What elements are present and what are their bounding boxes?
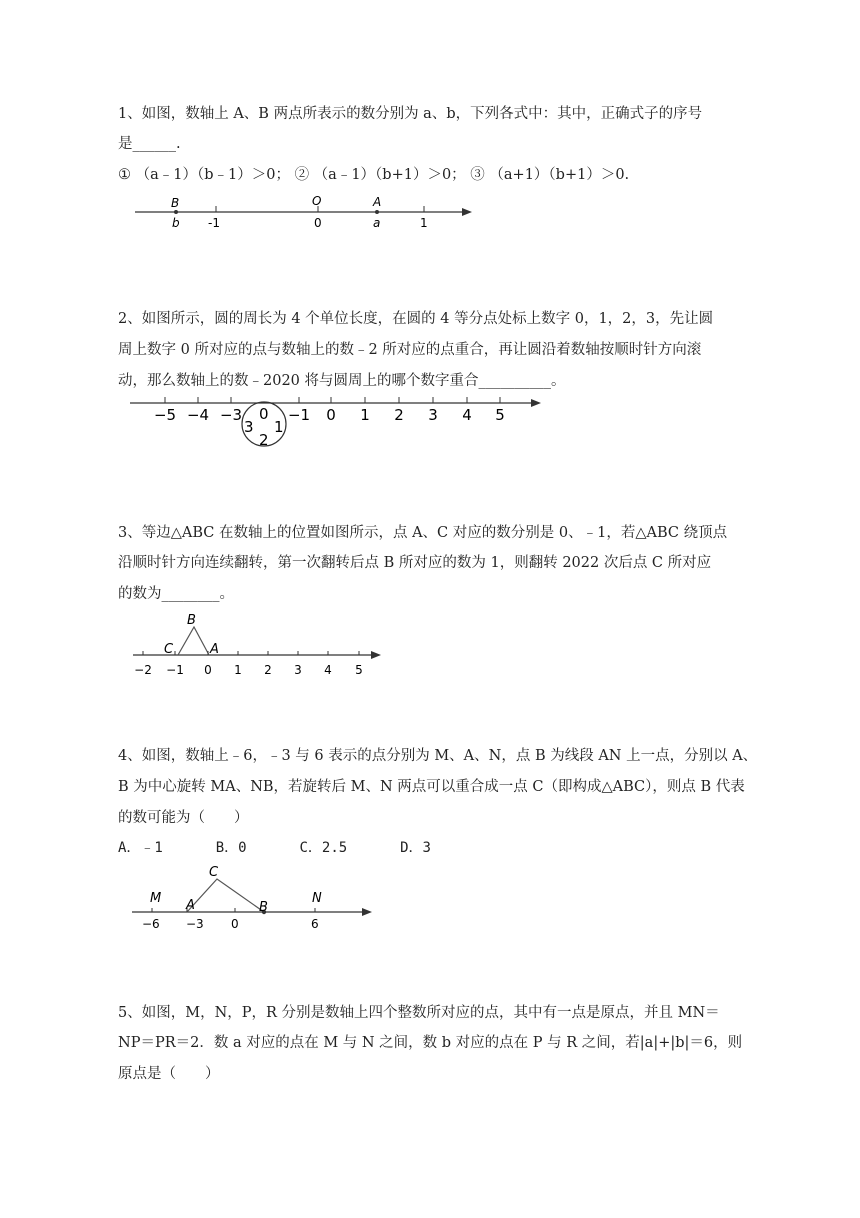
q2-tick-label-1: −4: [186, 406, 210, 424]
q3-tick-label-6: 4: [324, 663, 332, 677]
q4-label-A: A: [186, 898, 195, 913]
q4-rotation-figure: [128, 862, 388, 934]
q4-option-c: C．2.5: [299, 840, 348, 856]
q1-tick-neg1: -1: [208, 216, 220, 230]
q3-tick-label-1: −1: [166, 663, 184, 677]
q2-line2: 周上数字 0 所对应的点与数轴上的数﹣2 所对应的点重合，再让圆沿着数轴按顺时针方向滚: [118, 342, 702, 358]
q3-label-B: B: [187, 613, 196, 628]
q4-tick-neg3: −3: [186, 917, 204, 931]
q3-label-A: A: [210, 642, 219, 657]
q4-triangle: [187, 879, 264, 912]
q1-label-a: a: [373, 216, 381, 230]
q4-tick-0: 0: [231, 917, 239, 931]
q1-label-A: A: [373, 195, 382, 209]
q4-tick-6: 6: [311, 917, 319, 931]
q1-point-b: [174, 210, 178, 214]
q2-tick-label-2: −3: [219, 406, 243, 424]
q3-line2: 沿顺时针方向连续翻转，第一次翻转后点 B 所对应的数为 1，则翻转 2022 次后点 C 所对应: [118, 555, 712, 571]
q2-tick-label-8: 4: [462, 406, 472, 424]
q3-tick-label-7: 5: [355, 663, 363, 677]
q4-label-C: C: [209, 865, 219, 880]
q2-circle-label-2: 2: [259, 431, 269, 449]
q3-tick-label-3: 1: [234, 663, 242, 677]
q2-circle-label-3: 3: [244, 418, 254, 436]
q4-label-M: M: [150, 891, 162, 906]
q3-triangle-figure: [128, 610, 388, 680]
q4-axis-arrow: [362, 908, 372, 916]
q3-tick-label-5: 3: [294, 663, 302, 677]
q3-tick-label-2: 0: [204, 663, 212, 677]
q2-tick-label-6: 2: [394, 406, 404, 424]
q3-label-C: C: [164, 642, 174, 657]
q2-line1: 2、如图所示，圆的周长为 4 个单位长度，在圆的 4 等分点处标上数字 0，1，2，3，先让圆: [118, 311, 714, 327]
q5-line3: 原点是（ ）: [118, 1066, 220, 1082]
q4-option-d: D．3: [400, 840, 431, 856]
q1-axis-arrow: [462, 208, 472, 216]
q4-label-B: B: [259, 900, 268, 915]
q1-label-O: O: [312, 194, 322, 208]
q2-line3: 动，那么数轴上的数﹣2020 将与圆周上的哪个数字重合__________。: [118, 373, 566, 389]
q2-tick-label-0: −5: [153, 406, 177, 424]
q1-tick-0: 0: [314, 216, 322, 230]
q1-point-a: [375, 210, 379, 214]
q4-line1: 4、如图，数轴上﹣6，﹣3 与 6 表示的点分别为 M、A、N，点 B 为线段 AN 上一点，分别以 A、: [118, 748, 758, 764]
q2-circle-label-1: 1: [274, 418, 284, 436]
q2-axis-arrow: [531, 399, 541, 407]
q1-number-line-figure: [130, 190, 480, 235]
q1-label-b: b: [172, 216, 180, 230]
q3-tick-label-4: 2: [264, 663, 272, 677]
q4-options: [118, 838, 758, 858]
q2-tick-label-3: −1: [287, 406, 311, 424]
q4-tick-neg6: −6: [142, 917, 160, 931]
q2-tick-label-9: 5: [495, 406, 505, 424]
q1-tick-1: 1: [420, 216, 428, 230]
q3-axis-arrow: [371, 651, 381, 659]
q2-tick-label-5: 1: [360, 406, 370, 424]
q4-label-N: N: [312, 891, 322, 906]
q3-triangle: [178, 627, 209, 655]
q2-rolling-circle-figure: [128, 393, 548, 453]
q2-circle-label-0: 0: [259, 405, 269, 423]
q1-line1: 1、如图，数轴上 A、B 两点所表示的数分别为 a、b，下列各式中：其中，正确式子的序号: [118, 106, 703, 122]
q1-line3: ① （a﹣1）（b﹣1）＞0； ② （a﹣1）（b+1）＞0； ③ （a+1）（b+1）＞0.: [118, 167, 630, 183]
q5-line1: 5、如图，M，N，P，R 分别是数轴上四个整数所对应的点，其中有一点是原点，并且 MN＝: [118, 1005, 720, 1021]
q4-option-a: A．﹣1: [118, 840, 163, 856]
q3-line3: 的数为________。: [118, 586, 234, 602]
q2-tick-label-4: 0: [326, 406, 336, 424]
q4-line2: B 为中心旋转 MA、NB，若旋转后 M、N 两点可以重合成一点 C（即构成△ABC），则点 B 代表: [118, 779, 745, 795]
q5-line2: NP＝PR＝2．数 a 对应的点在 M 与 N 之间，数 b 对应的点在 P 与 R 之间，若|a|+|b|＝6，则: [118, 1035, 743, 1051]
q1-line2: 是______.: [118, 136, 181, 152]
q1-label-B: B: [171, 196, 180, 210]
q2-tick-label-7: 3: [428, 406, 438, 424]
q4-option-b: B．0: [215, 840, 247, 856]
q3-tick-label-0: −2: [134, 663, 152, 677]
q3-line1: 3、等边△ABC 在数轴上的位置如图所示，点 A、C 对应的数分别是 0、﹣1，若△ABC 绕顶点: [118, 525, 728, 541]
q4-line3: 的数可能为（ ）: [118, 810, 249, 826]
